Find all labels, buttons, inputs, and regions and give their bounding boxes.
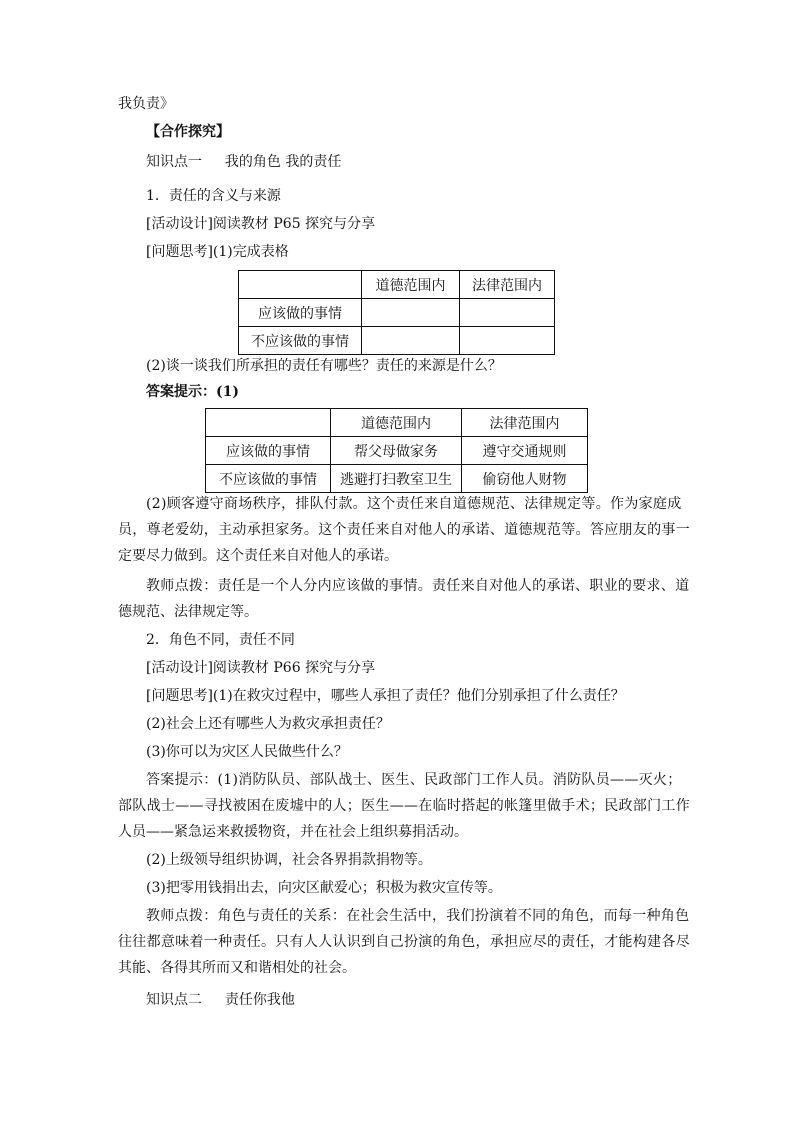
s2-answer-line: (3)把零用钱捐出去，向灾区献爱心；积极为救灾宣传等。 [146, 880, 502, 896]
coop-heading: 【合作探究】 [146, 124, 230, 140]
s1-heading: 1．责任的含义与来源 [146, 188, 281, 204]
table-cell: 应该做的事情 [206, 437, 331, 465]
kp1-title: 我的角色 我的责任 [224, 154, 342, 170]
s2-heading: 2．角色不同，责任不同 [146, 632, 295, 648]
section-title: 我负责》 [118, 96, 174, 112]
table-row [206, 437, 588, 465]
table-cell: 道德范围内 [362, 271, 460, 299]
table-cell: 应该做的事情 [239, 299, 362, 327]
s2-question: (2)社会上还有哪些人为救灾承担责任？ [146, 716, 390, 732]
s2-teacher-line: 往往都意味着一种责任。只有人人认识到自己扮演的角色，承担应尽的责任，才能构建各尽 [118, 934, 690, 950]
s2-question: [问题思考](1)在救灾过程中，哪些人承担了责任？他们分别承担了什么责任？ [146, 688, 625, 704]
kp2-label: 知识点二 [146, 992, 202, 1008]
s1-answer-label: 答案提示：(1) [146, 384, 239, 400]
teacher-note-line: 教师点拨：责任是一个人分内应该做的事情。责任来自对他人的承诺、职业的要求、道 [146, 578, 690, 594]
s2-answer-line: (2)上级领导组织协调，社会各界捐款捐物等。 [146, 852, 432, 868]
table-cell [362, 299, 460, 327]
table-cell: 偷窃他人财物 [462, 465, 588, 493]
answer2-line: (2)顾客遵守商场秩序，排队付款。这个责任来自道德规范、法律规定等。作为家庭成 [146, 496, 682, 512]
s2-teacher-line: 其能、各得其所而又和谐相处的社会。 [118, 960, 356, 976]
s2-question: (3)你可以为灾区人民做些什么？ [146, 744, 348, 760]
table-cell: 不应该做的事情 [206, 465, 331, 493]
table-cell: 遵守交通规则 [462, 437, 588, 465]
answer-table [205, 408, 588, 493]
kp2-title: 责任你我他 [224, 992, 295, 1008]
table-cell: 道德范围内 [331, 409, 462, 437]
s1-activity: [活动设计]阅读教材 P65 探究与分享 [146, 216, 376, 232]
s2-answer-line: 部队战士——寻找被困在废墟中的人；医生——在临时搭起的帐篷里做手术；民政部门工作 [118, 798, 690, 814]
table-row [239, 327, 555, 355]
table-row [206, 409, 588, 437]
table-cell: 帮父母做家务 [331, 437, 462, 465]
table-cell: 不应该做的事情 [239, 327, 362, 355]
table-cell [362, 327, 460, 355]
s2-activity: [活动设计]阅读教材 P66 探究与分享 [146, 660, 376, 676]
knowledge-point-1 [146, 152, 341, 172]
teacher-note-line: 德规范、法律规定等。 [118, 604, 258, 620]
s2-answer-line: 人员——紧急运来救援物资，并在社会上组织募捐活动。 [118, 824, 468, 840]
s2-teacher-line: 教师点拨：角色与责任的关系：在社会生活中，我们扮演着不同的角色，而每一种角色 [146, 908, 690, 924]
s2-answer-line: 答案提示：(1)消防队员、部队战士、医生、民政部门工作人员。消防队员——灭火； [146, 772, 682, 788]
table-cell: 逃避打扫教室卫生 [331, 465, 462, 493]
table-cell [206, 409, 331, 437]
table-row [206, 465, 588, 493]
knowledge-point-2 [146, 990, 295, 1010]
table-cell [460, 299, 555, 327]
answer2-line: 员，尊老爱幼，主动承担家务。这个责任来自对他人的承诺、道德规范等。答应朋友的事一 [118, 522, 690, 538]
table-cell: 法律范围内 [462, 409, 588, 437]
blank-table [238, 270, 555, 355]
table-cell: 法律范围内 [460, 271, 555, 299]
s1-question1: [问题思考](1)完成表格 [146, 244, 289, 260]
kp1-label: 知识点一 [146, 154, 202, 170]
answer2-line: 定要尽力做到。这个责任来自对他人的承诺。 [118, 548, 398, 564]
table-cell [460, 327, 555, 355]
table-row [239, 299, 555, 327]
s1-question2: (2)谈一谈我们所承担的责任有哪些？责任的来源是什么？ [146, 358, 502, 374]
table-cell [239, 271, 362, 299]
table-row [239, 271, 555, 299]
